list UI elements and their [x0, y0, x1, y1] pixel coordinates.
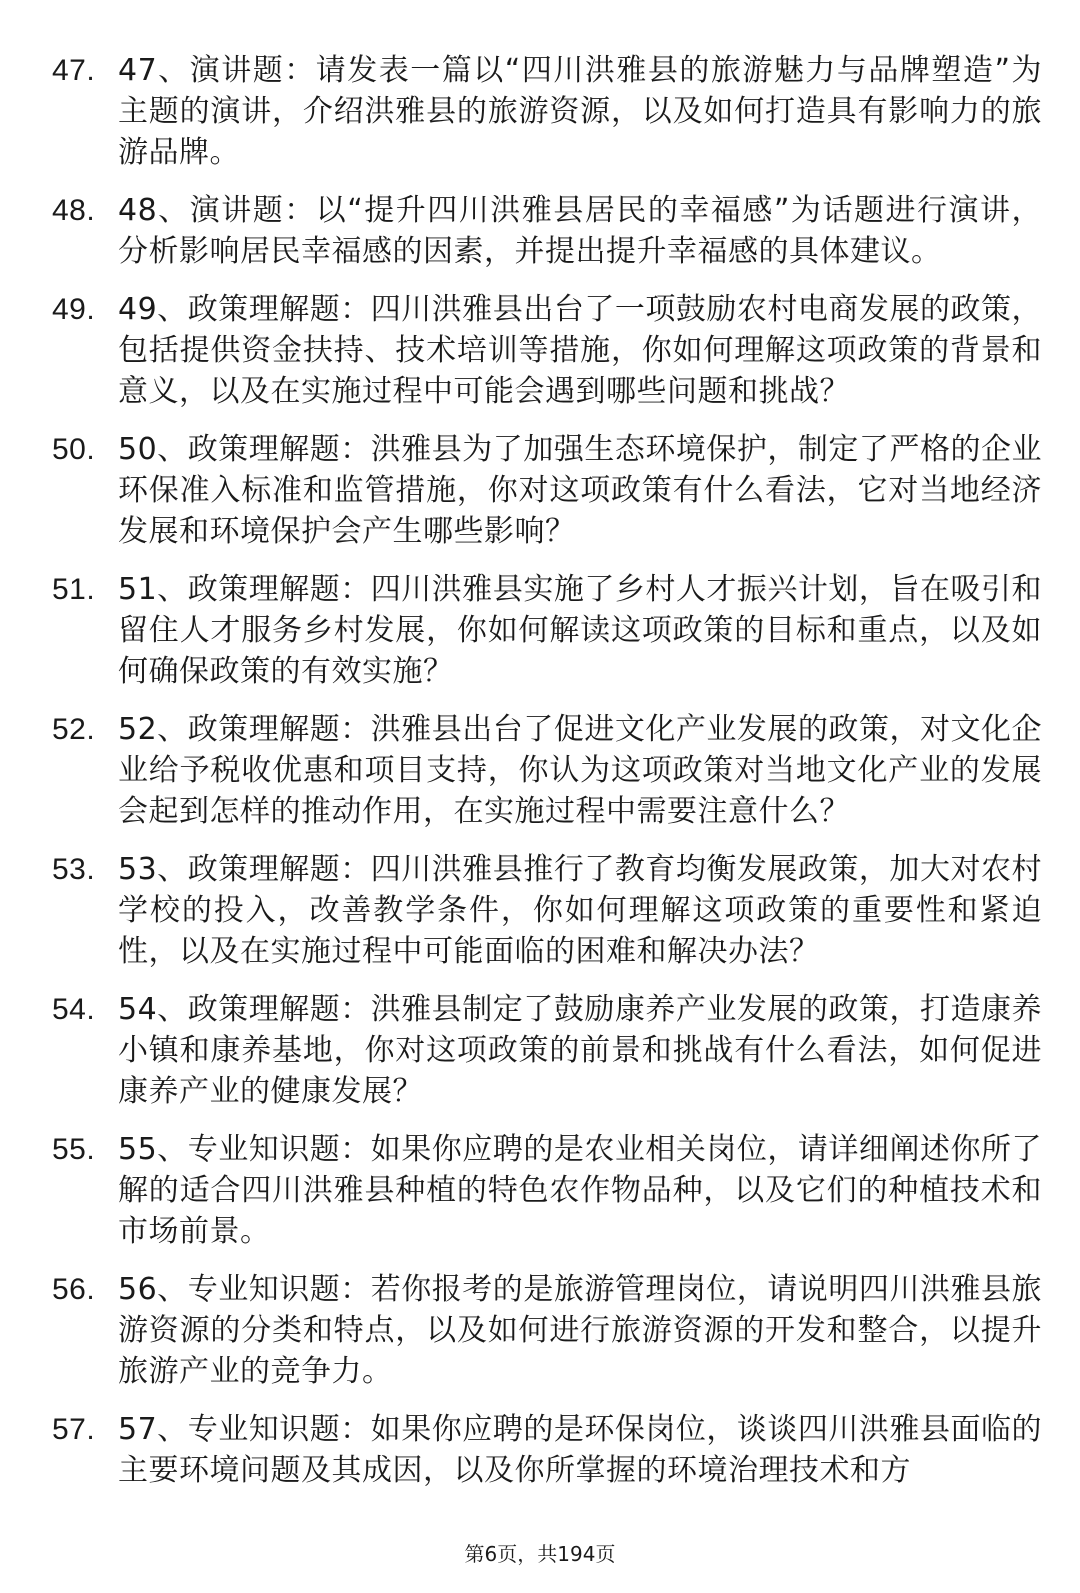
question-text: 56、专业知识题：若你报考的是旅游管理岗位，请说明四川洪雅县旅游资源的分类和特点，以及如何进行旅游资源的开发和整合，以提升旅游产业的竞争力。 [118, 1272, 1042, 1389]
question-list [52, 50, 1042, 1508]
list-item [52, 289, 1042, 412]
question-number: 48. [52, 194, 96, 227]
question-text: 51、政策理解题：四川洪雅县实施了乡村人才振兴计划，旨在吸引和留住人才服务乡村发展，你如何解读这项政策的目标和重点，以及如何确保政策的有效实施？ [118, 572, 1042, 689]
question-text: 55、专业知识题：如果你应聘的是农业相关岗位，请详细阐述你所了解的适合四川洪雅县种植的特色农作物品种，以及它们的种植技术和市场前景。 [118, 1132, 1042, 1249]
question-number: 55. [52, 1133, 96, 1166]
question-text: 54、政策理解题：洪雅县制定了鼓励康养产业发展的政策，打造康养小镇和康养基地，你对这项政策的前景和挑战有什么看法，如何促进康养产业的健康发展？ [118, 992, 1042, 1109]
page-footer: 第6页，共194页 [464, 1542, 616, 1566]
list-item [52, 429, 1042, 552]
question-text: 52、政策理解题：洪雅县出台了促进文化产业发展的政策，对文化企业给予税收优惠和项目支持，你认为这项政策对当地文化产业的发展会起到怎样的推动作用，在实施过程中需要注意什么？ [118, 712, 1042, 829]
question-number: 52. [52, 713, 96, 746]
question-text: 49、政策理解题：四川洪雅县出台了一项鼓励农村电商发展的政策，包括提供资金扶持、技术培训等措施，你如何理解这项政策的背景和意义，以及在实施过程中可能会遇到哪些问题和挑战？ [118, 292, 1042, 409]
question-text: 53、政策理解题：四川洪雅县推行了教育均衡发展政策，加大对农村学校的投入，改善教学条件，你如何理解这项政策的重要性和紧迫性，以及在实施过程中可能面临的困难和解决办法？ [118, 852, 1042, 969]
question-number: 51. [52, 573, 96, 606]
question-text: 50、政策理解题：洪雅县为了加强生态环境保护，制定了严格的企业环保准入标准和监管措施，你对这项政策有什么看法，它对当地经济发展和环境保护会产生哪些影响？ [118, 432, 1042, 549]
question-number: 50. [52, 433, 96, 466]
question-number: 53. [52, 853, 96, 886]
question-text: 57、专业知识题：如果你应聘的是环保岗位，谈谈四川洪雅县面临的主要环境问题及其成因，以及你所掌握的环境治理技术和方 [118, 1412, 1042, 1488]
list-item [52, 1129, 1042, 1252]
list-item [52, 709, 1042, 832]
list-item [52, 190, 1042, 272]
question-text: 47、演讲题：请发表一篇以“四川洪雅县的旅游魅力与品牌塑造”为主题的演讲，介绍洪雅县的旅游资源，以及如何打造具有影响力的旅游品牌。 [118, 53, 1042, 170]
list-item [52, 989, 1042, 1112]
question-number: 47. [52, 54, 96, 87]
list-item [52, 1269, 1042, 1392]
question-number: 57. [52, 1413, 96, 1446]
question-number: 49. [52, 293, 96, 326]
question-number: 54. [52, 993, 96, 1026]
list-item [52, 1409, 1042, 1491]
question-text: 48、演讲题：以“提升四川洪雅县居民的幸福感”为话题进行演讲，分析影响居民幸福感的因素，并提出提升幸福感的具体建议。 [118, 193, 1042, 269]
list-item [52, 569, 1042, 692]
question-number: 56. [52, 1273, 96, 1306]
list-item [52, 849, 1042, 972]
list-item [52, 50, 1042, 173]
